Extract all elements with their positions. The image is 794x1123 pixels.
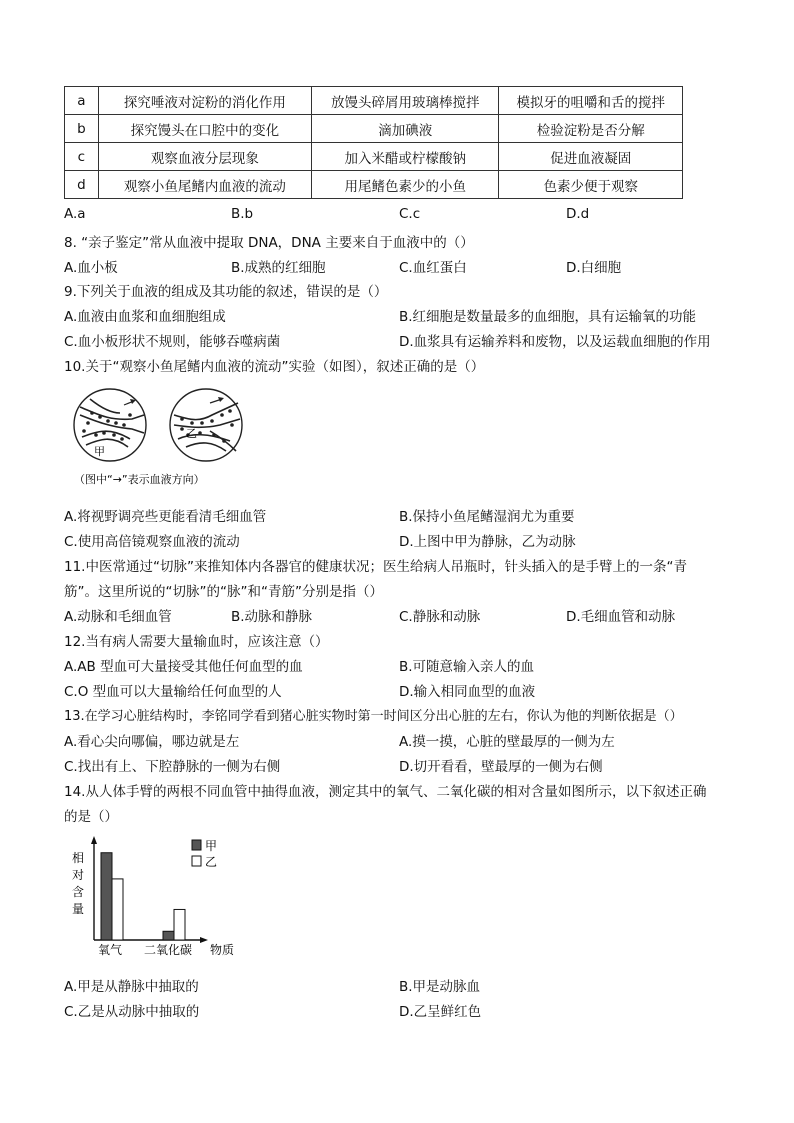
q9-option-c[interactable]: C.血小板形状不规则，能够吞噬病菌	[64, 334, 281, 350]
bar-乙-氧气	[112, 879, 123, 940]
q13-option-b[interactable]: A.摸一摸，心脏的壁最厚的一侧为左	[399, 734, 615, 750]
q11-option-c[interactable]: C.静脉和动脉	[399, 609, 481, 625]
chart-xlabel: 物质	[210, 943, 235, 957]
q13-option-c[interactable]: C.找出有上、下腔静脉的一侧为右侧	[64, 759, 281, 775]
q9-stem: 9.下列关于血液的组成及其功能的叙述，错误的是（）	[64, 284, 388, 300]
q10-option-b[interactable]: B.保持小鱼尾鳍湿润尤为重要	[399, 509, 575, 525]
chart-ylabel-char: 含	[72, 885, 85, 899]
q10-option-a[interactable]: A.将视野调亮些更能看清毛细血管	[64, 509, 267, 525]
table-cell-purpose: 色素少便于观察	[499, 171, 683, 199]
q9-option-b[interactable]: B.红细胞是数量最多的血细胞，具有运输氧的功能	[399, 309, 697, 325]
x-tick-label: 氧气	[98, 943, 123, 957]
table-cell-experiment-name: 探究馒头在口腔中的变化	[98, 115, 311, 143]
table-cell-experiment-name: 观察血液分层现象	[98, 143, 311, 171]
q12-option-c[interactable]: C.O 型血可以大量输给任何血型的人	[64, 684, 282, 700]
table-row	[65, 171, 683, 199]
x-tick-label: 二氧化碳	[144, 943, 193, 957]
chart-ylabel-char: 相	[72, 851, 85, 865]
q11-stem-line1: 11.中医常通过“切脉”来推知体内各器官的健康状况；医生给病人吊瓶时，针头插入的是手臂上的一条“青	[64, 559, 687, 575]
bar-甲-二氧化碳	[163, 931, 174, 940]
legend-swatch	[192, 840, 201, 850]
table-cell-purpose: 模拟牙的咀嚼和舌的搅拌	[499, 87, 683, 115]
table-cell-row-letter: d	[65, 171, 99, 199]
chart-ylabel	[72, 850, 84, 916]
table-row	[65, 143, 683, 171]
q11-option-a[interactable]: A.动脉和毛细血管	[64, 609, 172, 625]
q14-option-d[interactable]: D.乙呈鲜红色	[399, 1004, 482, 1020]
legend-swatch	[192, 856, 201, 866]
legend-label: 甲	[205, 839, 218, 853]
table-cell-purpose: 检验淀粉是否分解	[499, 115, 683, 143]
table-cell-row-letter: a	[65, 87, 99, 115]
figure-caption: （图中“→”表示血液方向）	[74, 473, 205, 486]
q8-option-a[interactable]: A.血小板	[64, 260, 118, 276]
y-axis-arrow	[91, 836, 97, 844]
gas-content-chart	[64, 832, 254, 958]
q10-option-c[interactable]: C.使用高倍镜观察血液的流动	[64, 534, 240, 550]
q12-option-a[interactable]: A.AB 型血可大量接受其他任何血型的血	[64, 659, 303, 675]
q14-option-a[interactable]: A.甲是从静脉中抽取的	[64, 979, 199, 995]
q12-option-b[interactable]: B.可随意输入亲人的血	[399, 659, 535, 675]
q11-option-d[interactable]: D.毛细血管和动脉	[566, 609, 676, 625]
q13-option-d[interactable]: D.切开看看，壁最厚的一侧为右侧	[399, 759, 603, 775]
q9-option-d[interactable]: D.血浆具有运输养料和废物，以及运载血细胞的作用	[399, 334, 711, 350]
q10-option-d[interactable]: D.上图中甲为静脉，乙为动脉	[399, 534, 576, 550]
q13-stem: 13.在学习心脏结构时，李铭同学看到猪心脏实物时第一时间区分出心脏的左右，你认为他的判断依据是（）	[64, 709, 683, 724]
q10-stem: 10.关于“观察小鱼尾鳍内血液的流动”实验（如图），叙述正确的是（）	[64, 359, 485, 375]
q13-option-a[interactable]: A.看心尖向哪偏，哪边就是左	[64, 734, 240, 750]
table-row	[65, 115, 683, 143]
table-cell-operation: 放馒头碎屑用玻璃棒搅拌	[312, 87, 499, 115]
table-row	[65, 87, 683, 115]
table-cell-operation: 滴加碘液	[312, 115, 499, 143]
q7-option-c[interactable]: C.c	[399, 206, 421, 222]
q11-option-b[interactable]: B.动脉和静脉	[231, 609, 313, 625]
q7-option-b[interactable]: B.b	[231, 206, 254, 222]
q14-stem-line2: 的是（）	[64, 809, 118, 825]
table-cell-row-letter: c	[65, 143, 99, 171]
table-cell-operation: 加入米醋或柠檬酸钠	[312, 143, 499, 171]
table-cell-purpose: 促进血液凝固	[499, 143, 683, 171]
q7-option-a[interactable]: A.a	[64, 206, 86, 222]
q14-stem-line1: 14.从人体手臂的两根不同血管中抽得血液，测定其中的氧气、二氧化碳的相对含量如图所示，以下叙述正确	[64, 784, 707, 800]
q14-option-b[interactable]: B.甲是动脉血	[399, 979, 481, 995]
q11-stem-line2: 筋”。这里所说的“切脉”的“脉”和“青筋”分别是指（）	[64, 584, 383, 600]
x-axis-arrow	[200, 937, 208, 943]
chart-ylabel-char: 量	[72, 902, 85, 916]
bar-甲-氧气	[101, 853, 112, 940]
q12-option-d[interactable]: D.输入相同血型的血液	[399, 684, 536, 700]
bar-乙-二氧化碳	[174, 909, 185, 940]
label-yi: 乙	[186, 427, 197, 440]
q8-option-b[interactable]: B.成熟的红细胞	[231, 260, 326, 276]
q12-stem: 12.当有病人需要大量输血时，应该注意（）	[64, 634, 329, 650]
q14-option-c[interactable]: C.乙是从动脉中抽取的	[64, 1004, 200, 1020]
experiment-table	[64, 86, 683, 199]
table-cell-operation: 用尾鳍色素少的小鱼	[312, 171, 499, 199]
table-cell-experiment-name: 观察小鱼尾鳍内血液的流动	[98, 171, 311, 199]
q7-option-d[interactable]: D.d	[566, 206, 590, 222]
q8-stem: 8. “亲子鉴定”常从血液中提取 DNA，DNA 主要来自于血液中的（）	[64, 235, 474, 251]
table-cell-row-letter: b	[65, 115, 99, 143]
chart-ylabel-char: 对	[72, 868, 85, 882]
q9-option-a[interactable]: A.血液由血浆和血细胞组成	[64, 309, 226, 325]
label-jia: 甲	[94, 445, 105, 458]
blood-flow-figure	[70, 385, 250, 490]
q8-option-d[interactable]: D.白细胞	[566, 260, 622, 276]
legend-label: 乙	[205, 855, 218, 869]
q8-option-c[interactable]: C.血红蛋白	[399, 260, 467, 276]
table-cell-experiment-name: 探究唾液对淀粉的消化作用	[98, 87, 311, 115]
